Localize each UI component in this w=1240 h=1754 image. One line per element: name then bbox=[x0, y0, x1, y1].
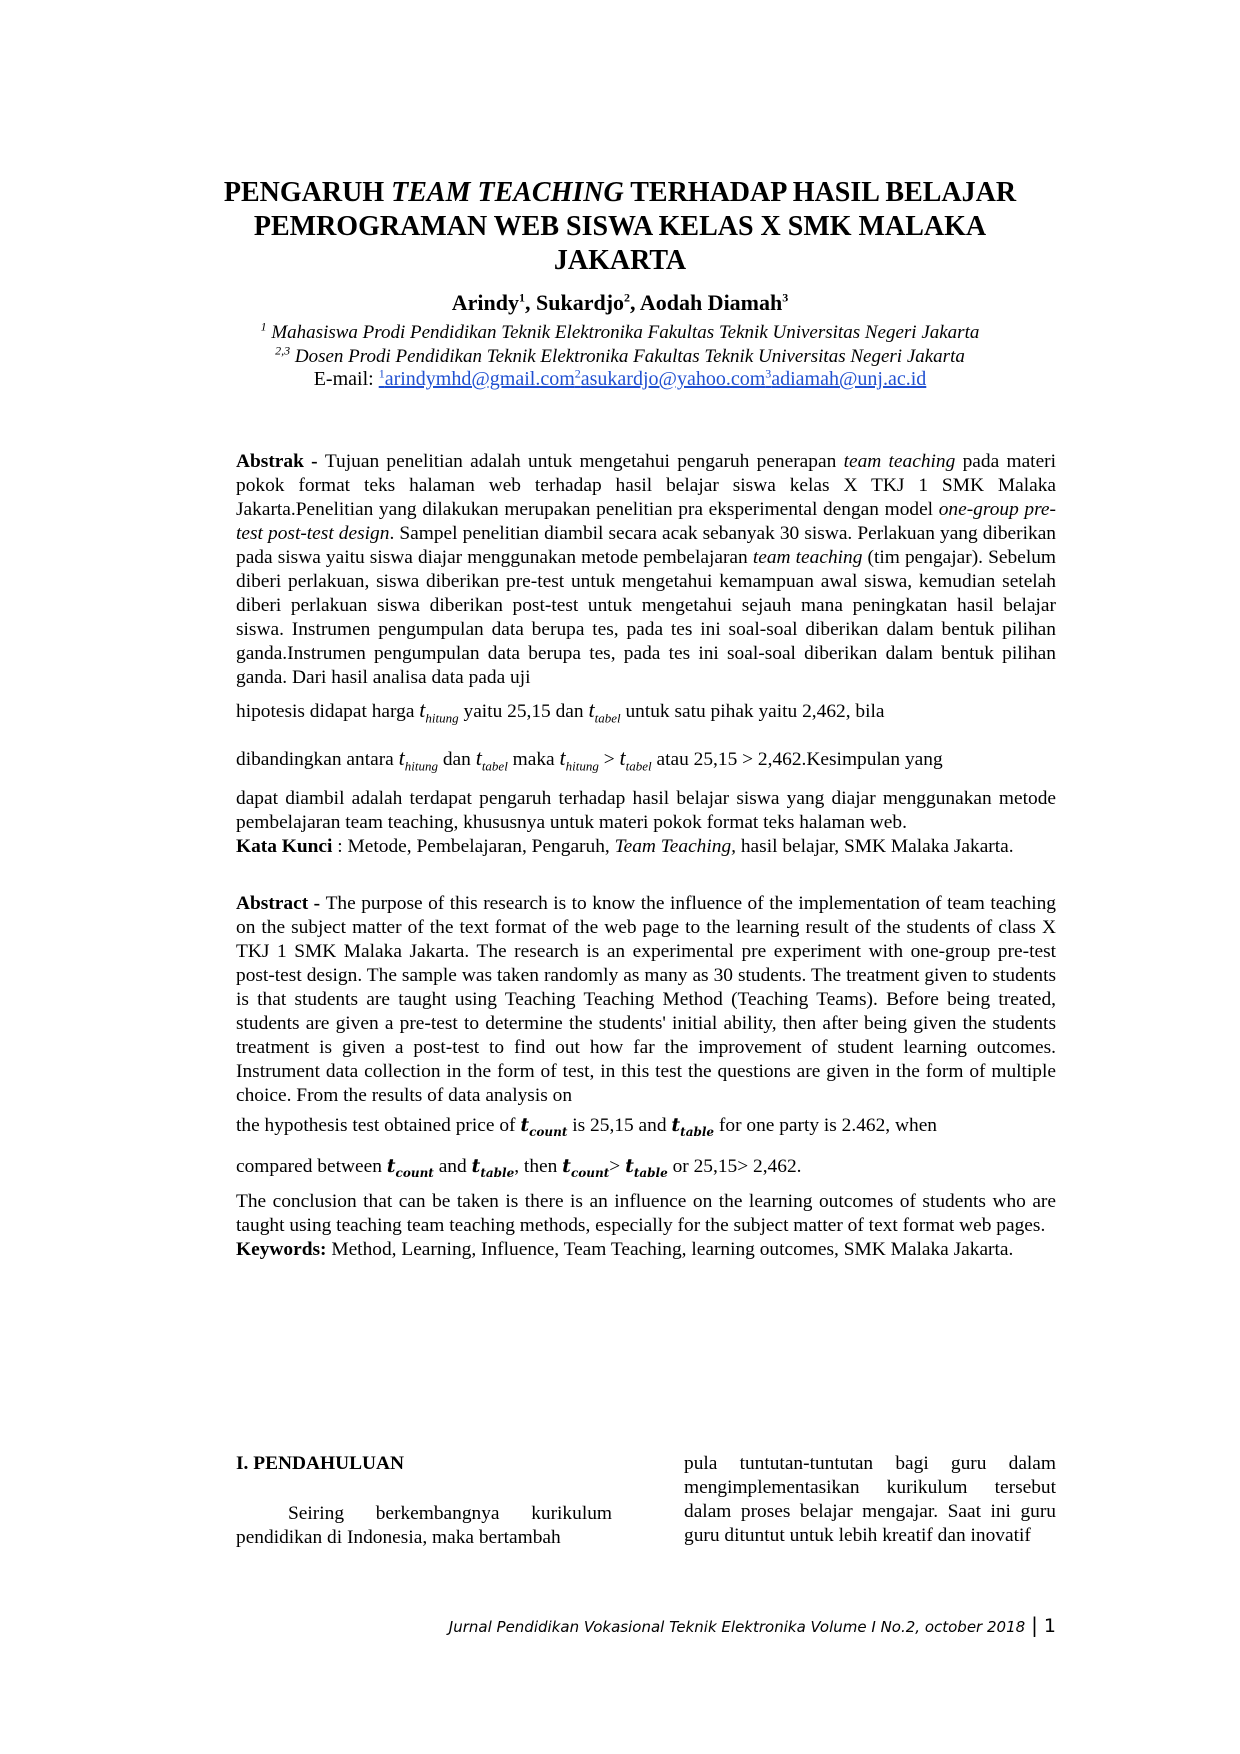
affiliation-text: Dosen Prodi Pendidikan Teknik Elektronika Fakultas Teknik Universitas Negeri Jakarta bbox=[294, 346, 965, 367]
t-hitung: $t_{hitung}$ bbox=[419, 697, 459, 726]
intro-left-column bbox=[236, 1452, 612, 1550]
abstrak-text: pada materi pokok format teks halaman web terhadap hasil belajar siswa kelas X TKJ 1 SMK Malaka Jakarta.Penelitian yang dilakukan merupakan penelitian pra eksperimental dengan model bbox=[236, 451, 1057, 520]
t-table: $t_{table}$ bbox=[625, 1154, 668, 1180]
keywords-text: Method, Learning, Influence, Team Teaching, learning outcomes, SMK Malaka Jakarta. bbox=[326, 1238, 1014, 1260]
abstract-section bbox=[236, 892, 1056, 1262]
abstrak-label: Abstrak - bbox=[236, 451, 325, 472]
author-sup: 3 bbox=[782, 290, 789, 305]
abstrak-italic: one-group pre-test post-test design bbox=[236, 499, 1056, 544]
t-count: $t_{count}$ bbox=[562, 1154, 610, 1180]
kata-kunci-label: Kata Kunci bbox=[236, 835, 333, 857]
affiliation-sup: 2,3 bbox=[275, 343, 291, 358]
abstrak-italic: team teaching bbox=[843, 451, 956, 472]
abstract-label: Abstract - bbox=[236, 893, 326, 914]
t-table: $t_{table}$ bbox=[671, 1114, 715, 1139]
t-count: $t_{count}$ bbox=[520, 1114, 568, 1139]
abstrak-italic: team teaching bbox=[752, 547, 863, 568]
abstrak-text: dapat diambil adalah terdapat pengaruh terhadap hasil belajar siswa yang diajar menggunakan metode pembelajaran team teaching, khususnya untuk materi pokok format teks halaman web. bbox=[236, 787, 1056, 833]
abstrak-math-line-2: dibandingkan antara $t_{hitung}$ dan $t_{tabel}$ maka $t_{hitung} > t_{tabel}$ atau 25,15 > 2,462.Kesimpulan yang bbox=[236, 745, 943, 774]
t-tabel: $t_{tabel}$ bbox=[619, 745, 652, 774]
keywords-label: Keywords: bbox=[236, 1238, 327, 1260]
abstract-text: The purpose of this research is to know the influence of the implementation of team teaching on the subject matter of the text format of the web page to the learning result of the students of class X TKJ 1 SMK Malaka Jakarta. The research is an experimental pre experiment with one-group pre-test post-test design. The sample was taken randomly as many as 30 students. The treatment given to students is that students are taught using Teaching Teaching Method (Teaching Teams). Before being treated, students are given a pre-test to determine the students' initial ability, then after being given the students treatment is given a post-test to find out how far the improvement of student learning outcomes. Instrument data collection in the form of test, in this test the questions are given in the form of multiple choice. From the results of data analysis on bbox=[236, 893, 1057, 1106]
footer-separator: | bbox=[1031, 1613, 1038, 1637]
author-name: Arindy bbox=[451, 290, 519, 315]
t-hitung: $t_{hitung}$ bbox=[398, 745, 438, 774]
abstract-math-line-1: the hypothesis test obtained price of $t_{count}$ is 25,15 and $t_{table}$ for one party is 2.462, when bbox=[236, 1114, 938, 1139]
affiliation-text: Mahasiswa Prodi Pendidikan Teknik Elektronika Fakultas Teknik Universitas Negeri Jakarta bbox=[271, 322, 980, 343]
t-tabel: $t_{tabel}$ bbox=[588, 697, 621, 726]
kata-kunci-text: : Metode, Pembelajaran, Pengaruh, bbox=[332, 835, 615, 857]
abstrak-section bbox=[236, 450, 1056, 859]
intro-paragraph-continued: pula tuntutan-tuntutan bagi guru dalam mengimplementasikan kurikulum tersebut dalam proses belajar mengajar. Saat ini guru guru dituntut untuk lebih kreatif dan inovatif bbox=[684, 1453, 1056, 1546]
page-number: 1 bbox=[1043, 1615, 1056, 1637]
title-part: TERHADAP HASIL BELAJAR PEMROGRAMAN WEB SISWA KELAS X SMK MALAKA JAKARTA bbox=[253, 177, 1017, 276]
abstrak-text: Tujuan penelitian adalah untuk mengetahui pengaruh penerapan bbox=[324, 451, 844, 472]
email-link-2[interactable]: $^2$asukardjo@yahoo.com bbox=[574, 366, 766, 390]
abstract-math-line-2: compared between $t_{count}$ and $t_{table}$, then $t_{count}> t_{table}$ or 25,15> 2,462. bbox=[236, 1154, 802, 1180]
affiliation-2 bbox=[200, 343, 1040, 368]
affiliation-sup: 1 bbox=[260, 319, 267, 334]
author-name: Sukardjo bbox=[535, 290, 625, 315]
journal-citation: Jurnal Pendidikan Vokasional Teknik Elektronika Volume I No.2, october 2018 bbox=[448, 1618, 1026, 1636]
abstrak-text: (tim pengajar). Sebelum diberi perlakuan, siswa diberikan pre-test untuk mengetahui kemampuan awal siswa, kemudian setelah diberi perlakuan siswa diberikan post-test untuk mengetahui sejauh mana peningkatan hasil belajar siswa. Instrumen pengumpulan data berupa tes, pada tes ini soal-soal diberikan dalam bentuk pilihan ganda.Instrumen pengumpulan data berupa tes, pada tes ini soal-soal diberikan dalam bentuk pilihan ganda. Dari hasil analisa data pada uji bbox=[236, 547, 1056, 688]
title-italic-part: TEAM TEACHING bbox=[391, 177, 624, 208]
page-footer bbox=[449, 1613, 1056, 1637]
abstrak-text: . Sampel penelitian diambil secara acak sebanyak 30 siswa. Perlakuan yang diberikan pada siswa yaitu siswa diajar menggunakan metode pembelajaran bbox=[236, 523, 1056, 568]
kata-kunci-italic: Team Teaching, bbox=[614, 835, 736, 857]
t-hitung: $t_{hitung}$ bbox=[559, 745, 599, 774]
intro-paragraph: Seiring berkembangnya kurikulum pendidikan di Indonesia, maka bertambah bbox=[236, 1503, 612, 1548]
author-sup: 1 bbox=[518, 290, 525, 305]
t-tabel: $t_{tabel}$ bbox=[475, 745, 508, 774]
author-list: Arindy$^1$, Sukardjo$^2$, Aodah Diamah$^3$ bbox=[451, 290, 789, 315]
paper-title bbox=[200, 176, 1040, 278]
author-name: Aodah Diamah bbox=[639, 290, 783, 315]
author-sup: 2 bbox=[624, 290, 631, 305]
email-link-3[interactable]: $^3$adiamah@unj.ac.id bbox=[765, 366, 927, 390]
abstrak-math-line-1: hipotesis didapat harga $t_{hitung}$ yaitu 25,15 dan $t_{tabel}$ untuk satu pihak yaitu 2,462, bila bbox=[236, 697, 885, 726]
section-heading: I. PENDAHULUAN bbox=[236, 1453, 405, 1474]
t-table: $t_{table}$ bbox=[471, 1154, 515, 1180]
affiliation-1 bbox=[200, 319, 1040, 344]
email-label: E-mail: bbox=[313, 368, 379, 390]
intro-right-column bbox=[684, 1452, 1056, 1548]
kata-kunci-text: hasil belajar, SMK Malaka Jakarta. bbox=[736, 835, 1014, 857]
email-line bbox=[200, 368, 1040, 391]
abstract-text: The conclusion that can be taken is there is an influence on the learning outcomes of students who are taught using teaching team teaching methods, especially for the subject matter of text format web pages. bbox=[236, 1190, 1056, 1236]
title-part: PENGARUH bbox=[223, 177, 392, 208]
email-link-1[interactable]: $^1$arindymhd@gmail.com bbox=[378, 366, 575, 390]
t-count: $t_{count}$ bbox=[386, 1154, 434, 1180]
